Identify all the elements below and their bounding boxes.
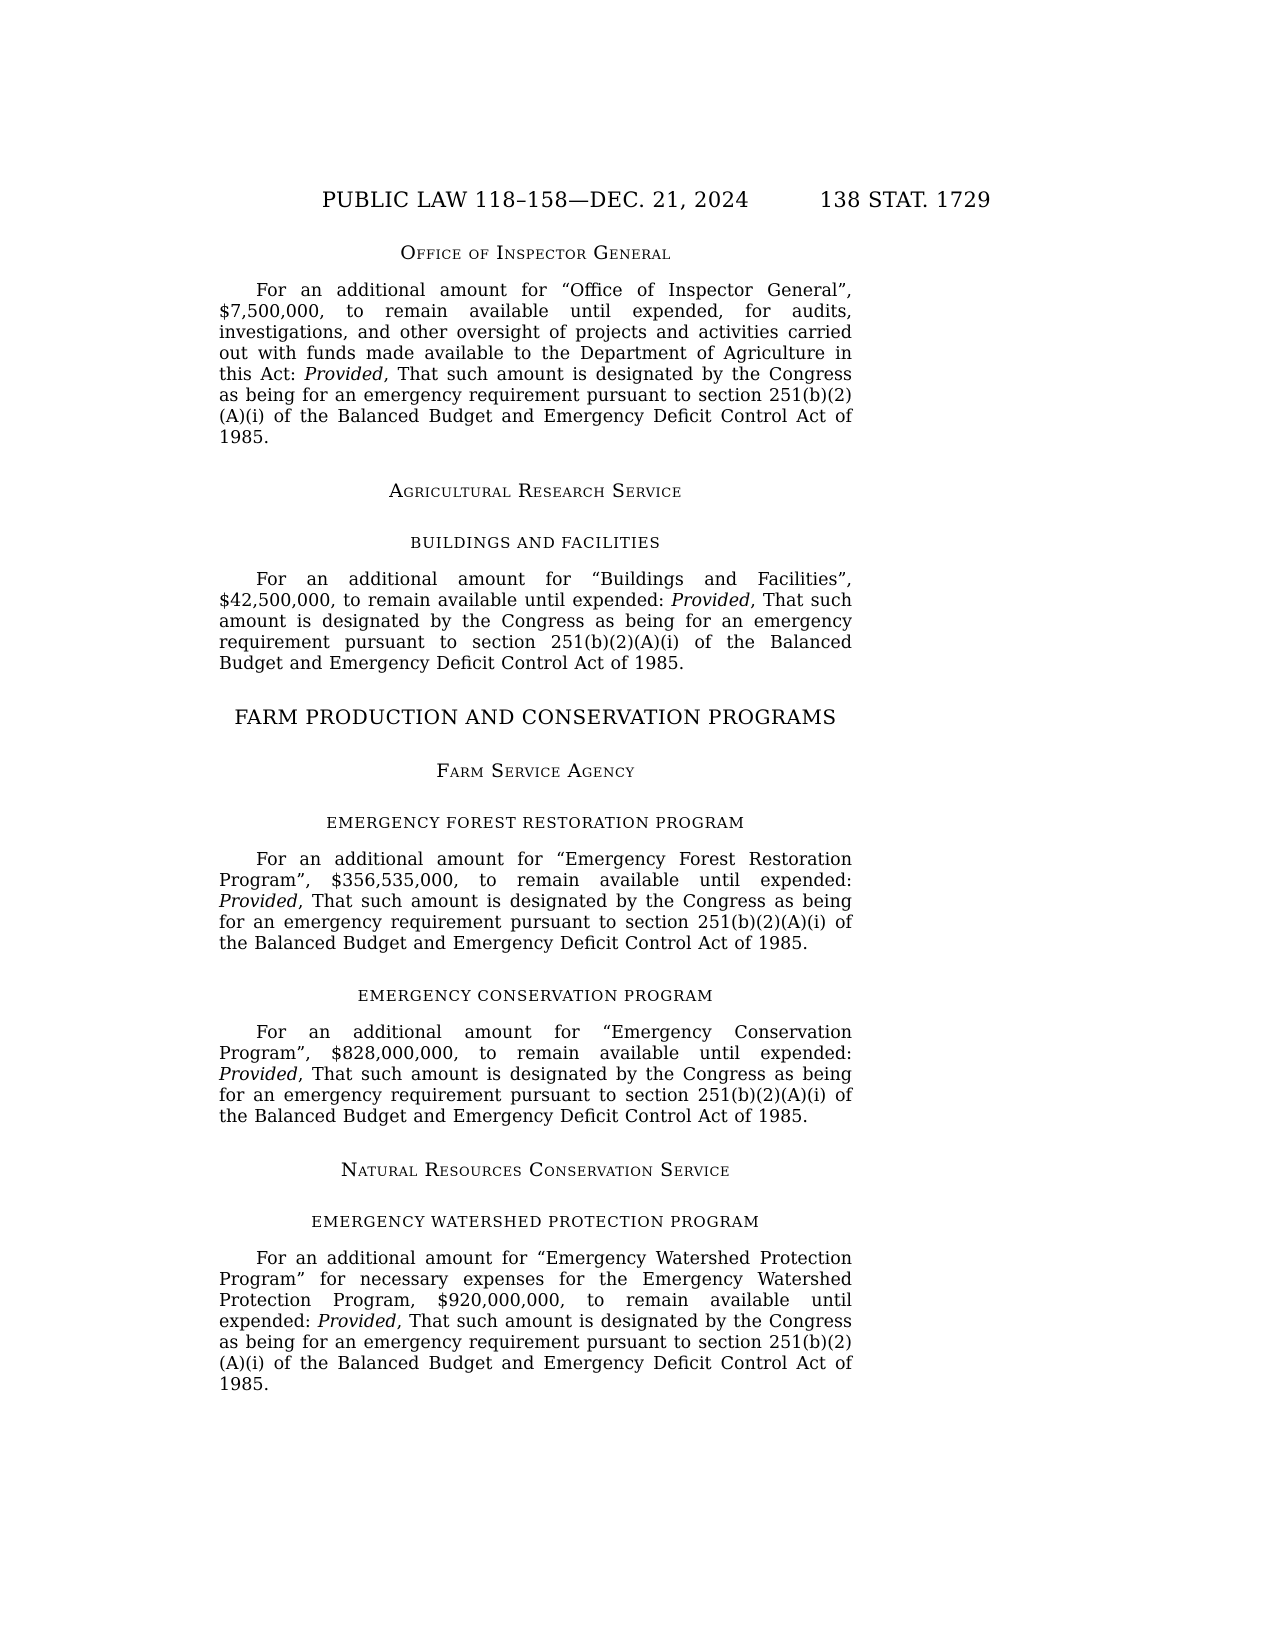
heading-emergency-watershed-protection-program: EMERGENCY WATERSHED PROTECTION PROGRAM	[311, 1213, 760, 1231]
statute-body	[219, 222, 852, 1396]
paragraph-office-of-inspector-general	[219, 281, 852, 449]
heading-buildings-and-facilities: BUILDINGS AND FACILITIES	[410, 534, 661, 552]
paragraph-text-pre: For an additional amount for “Emergency Forest Restoration Program”, $356,535,000, to remain available until expended:	[219, 850, 852, 891]
paragraph-emergency-forest-restoration-program	[219, 850, 852, 955]
proviso-term: Provided	[317, 1312, 397, 1332]
paragraph-text-post: , That such amount is designated by the Congress as being for an emergency requirement pursuant to section 251(b)(2)(A)(i) of the Balanced Budget and Emergency Deficit Control Act of 1985.	[219, 1312, 852, 1395]
heading-farm-production-and-conservation-programs: FARM PRODUCTION AND CONSERVATION PROGRAMS	[234, 705, 837, 729]
page-header	[219, 188, 991, 214]
proviso-term: Provided	[671, 591, 751, 611]
heading-office-of-inspector-general: Office of Inspector General	[400, 242, 671, 264]
paragraph-buildings-and-facilities	[219, 570, 852, 675]
paragraph-text-post: , That such amount is designated by the Congress as being for an emergency requirement pursuant to section 251(b)(2)(A)(i) of the Balanced Budget and Emergency Deficit Control Act of 1985.	[219, 1065, 852, 1127]
heading-emergency-forest-restoration-program: EMERGENCY FOREST RESTORATION PROGRAM	[326, 814, 745, 832]
heading-emergency-conservation-program: EMERGENCY CONSERVATION PROGRAM	[357, 987, 714, 1005]
stat-page-number: 138 STAT. 1729	[819, 188, 991, 212]
proviso-term: Provided	[219, 892, 298, 912]
paragraph-emergency-conservation-program	[219, 1023, 852, 1128]
law-title: PUBLIC LAW 118–158—DEC. 21, 2024	[321, 188, 750, 212]
paragraph-text-pre: For an additional amount for “Emergency Watershed Protection Program” for necessary expenses for the Emergency Watershed Protection Program, $920,000,000, to remain available until expended:	[219, 1249, 852, 1332]
paragraph-emergency-watershed-protection-program	[219, 1249, 852, 1396]
heading-agricultural-research-service: Agricultural Research Service	[389, 480, 682, 502]
paragraph-text-post: , That such amount is designated by the Congress as being for an emergency requirement pursuant to section 251(b)(2)(A)(i) of the Balanced Budget and Emergency Deficit Control Act of 1985.	[219, 365, 853, 448]
paragraph-text-pre: For an additional amount for “Buildings and Facilities”, $42,500,000, to remain available until expended:	[219, 570, 852, 611]
paragraph-text-pre: For an additional amount for “Emergency Conservation Program”, $828,000,000, to remain available until expended:	[219, 1023, 852, 1064]
heading-natural-resources-conservation-service: Natural Resources Conservation Service	[340, 1159, 731, 1181]
heading-farm-service-agency: Farm Service Agency	[436, 760, 635, 782]
proviso-term: Provided	[219, 1065, 298, 1085]
paragraph-text-post: , That such amount is designated by the Congress as being for an emergency requirement pursuant to section 251(b)(2)(A)(i) of the Balanced Budget and Emergency Deficit Control Act of 1985.	[219, 591, 852, 674]
paragraph-text-post: , That such amount is designated by the Congress as being for an emergency requirement pursuant to section 251(b)(2)(A)(i) of the Balanced Budget and Emergency Deficit Control Act of 1985.	[219, 892, 852, 954]
paragraph-text-pre: For an additional amount for “Office of Inspector General”, $7,500,000, to remain available until expended, for audits, investigations, and other oversight of projects and activities carried out with funds made available to the Department of Agriculture in this Act:	[219, 281, 852, 385]
proviso-term: Provided	[304, 365, 384, 385]
